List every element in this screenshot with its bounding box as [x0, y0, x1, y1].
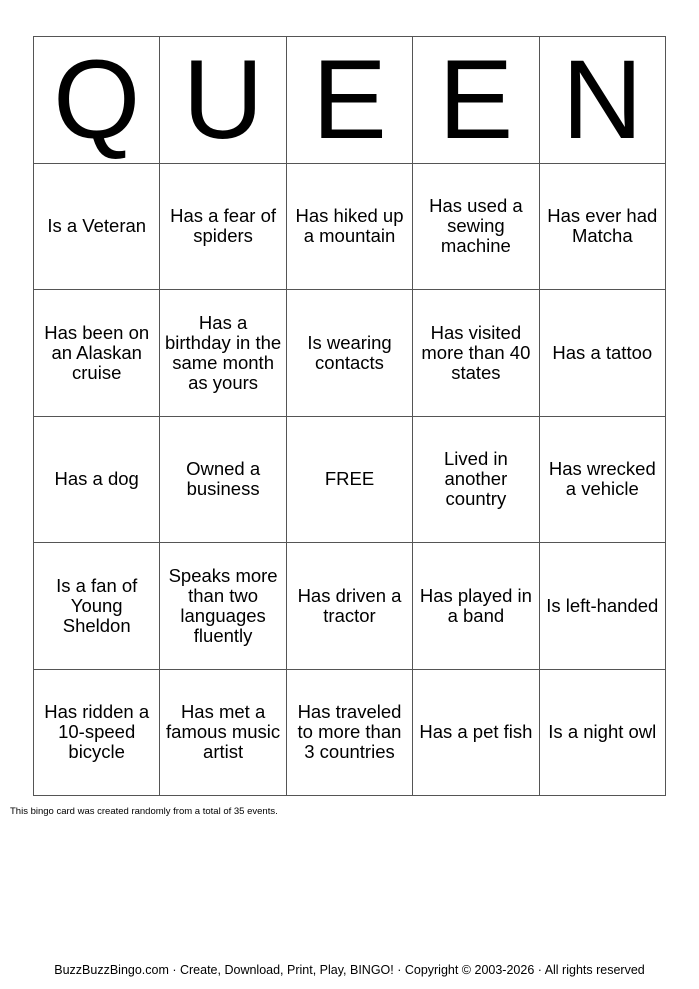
bingo-square: Has been on an Alaskan cruise [34, 290, 160, 417]
bingo-square: Is left-handed [540, 543, 666, 670]
bingo-square: Speaks more than two languages fluently [160, 543, 286, 670]
bingo-square: Has a pet fish [413, 670, 539, 797]
bingo-square: Has ever had Matcha [540, 164, 666, 291]
bingo-square: Owned a business [160, 417, 286, 544]
bingo-square: Has traveled to more than 3 countries [287, 670, 413, 797]
bingo-square: Has a dog [34, 417, 160, 544]
bingo-square: Is a fan of Young Sheldon [34, 543, 160, 670]
header-letter-e-2: E [413, 37, 539, 164]
card-note: This bingo card was created randomly from a total of 35 events. [10, 806, 278, 817]
bingo-square: Has hiked up a mountain [287, 164, 413, 291]
header-letter-n: N [540, 37, 666, 164]
free-square: FREE [287, 417, 413, 544]
bingo-square: Is a Veteran [34, 164, 160, 291]
page-footer: BuzzBuzzBingo.com · Create, Download, Print, Play, BINGO! · Copyright © 2003-2026 · All rights reserved [54, 963, 645, 977]
header-letter-e: E [287, 37, 413, 164]
header-letter-u: U [160, 37, 286, 164]
bingo-card [33, 36, 666, 796]
bingo-square: Lived in another country [413, 417, 539, 544]
bingo-square: Has played in a band [413, 543, 539, 670]
bingo-square: Is wearing contacts [287, 290, 413, 417]
bingo-square: Has driven a tractor [287, 543, 413, 670]
bingo-square: Is a night owl [540, 670, 666, 797]
bingo-square: Has wrecked a vehicle [540, 417, 666, 544]
bingo-square: Has met a famous music artist [160, 670, 286, 797]
bingo-square: Has ridden a 10-speed bicycle [34, 670, 160, 797]
bingo-square: Has used a sewing machine [413, 164, 539, 291]
bingo-square: Has visited more than 40 states [413, 290, 539, 417]
bingo-square: Has a fear of spiders [160, 164, 286, 291]
header-letter-q: Q [34, 37, 160, 164]
bingo-square: Has a tattoo [540, 290, 666, 417]
bingo-square: Has a birthday in the same month as yours [160, 290, 286, 417]
